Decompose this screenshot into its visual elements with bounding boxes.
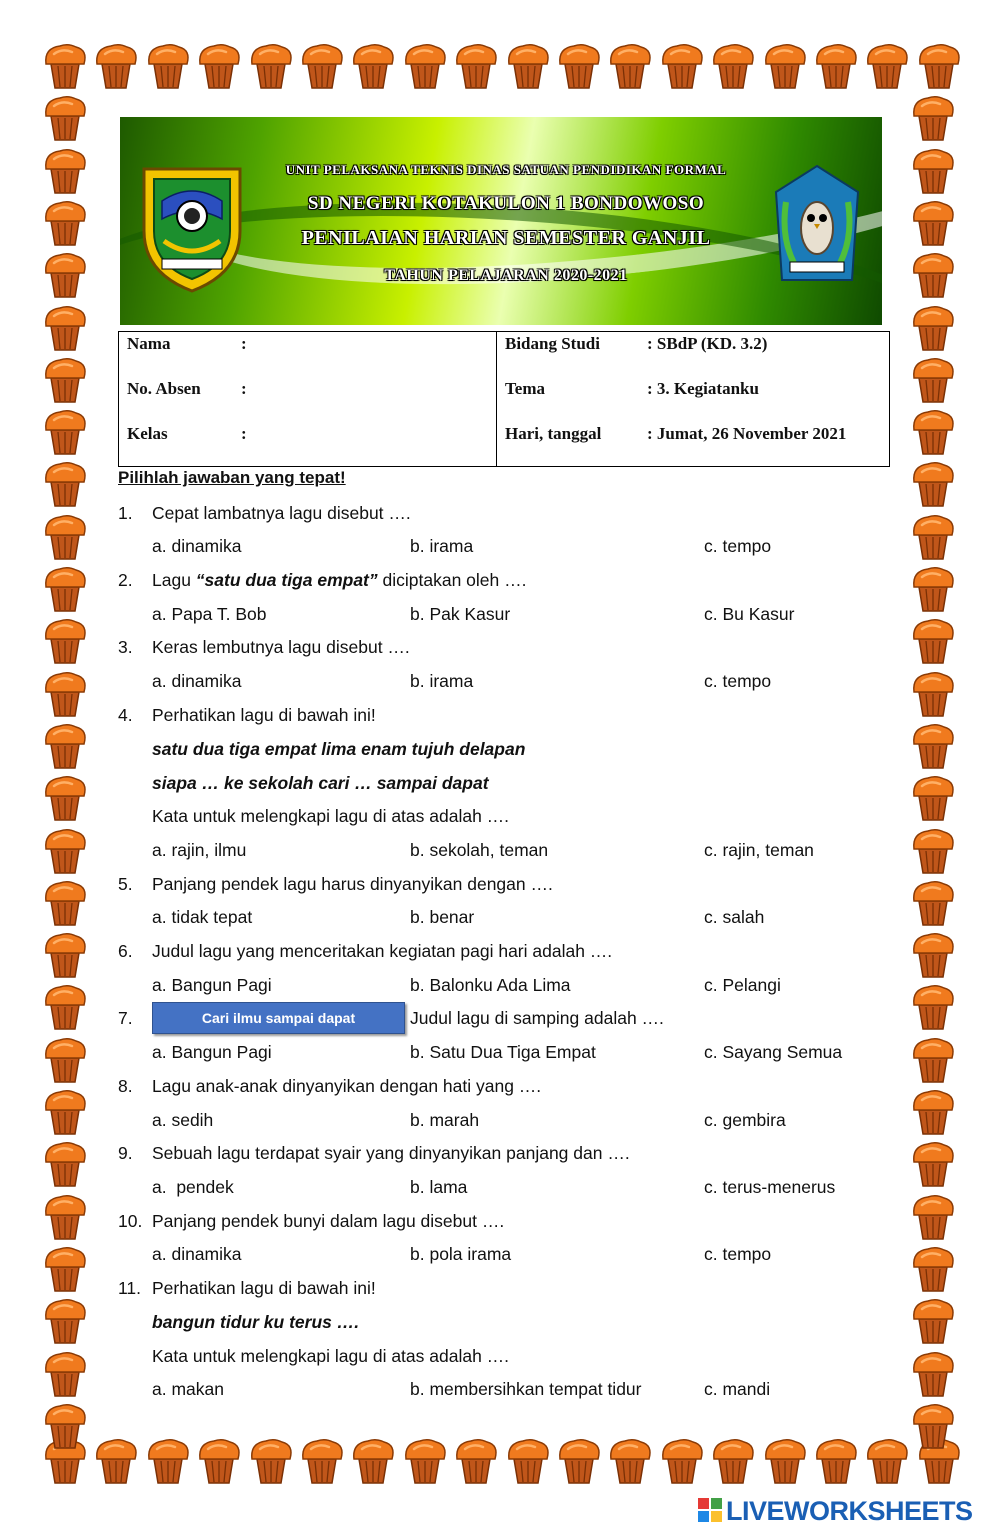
tema-label: Tema (505, 379, 545, 398)
student-info-left (119, 332, 497, 467)
option-c[interactable]: c. rajin, teman (704, 840, 814, 860)
muffin-border-icon (910, 199, 956, 247)
muffin-border-icon (659, 42, 705, 90)
muffin-border-icon (910, 1402, 956, 1450)
question-number: 10. (118, 1211, 143, 1231)
muffin-border-icon (299, 42, 345, 90)
muffin-border-icon (42, 617, 88, 665)
liveworksheets-brand: LIVEWORKSHEETS (726, 1496, 973, 1526)
muffin-border-icon (42, 251, 88, 299)
bidang-value: : SBdP (KD. 3.2) (647, 334, 768, 353)
muffin-border-icon (607, 42, 653, 90)
option-b[interactable]: b. Satu Dua Tiga Empat (410, 1042, 596, 1062)
question-number: 3. (118, 637, 133, 657)
muffin-border-icon (453, 42, 499, 90)
student-info-table (118, 331, 890, 467)
muffin-border-icon (453, 1437, 499, 1485)
muffin-border-icon (42, 1088, 88, 1136)
kelas-label: Kelas (127, 424, 168, 443)
tema-value: : 3. Kegiatanku (647, 379, 759, 398)
muffin-border-icon (42, 199, 88, 247)
muffin-border-icon (910, 983, 956, 1031)
question-prompt: Kata untuk melengkapi lagu di atas adalah …. (152, 1346, 510, 1366)
muffin-border-icon (916, 42, 962, 90)
muffin-border-icon (145, 1437, 191, 1485)
muffin-border-icon (910, 94, 956, 142)
muffin-border-icon (42, 774, 88, 822)
muffin-border-icon (910, 1297, 956, 1345)
option-c[interactable]: c. Sayang Semua (704, 1042, 843, 1062)
muffin-border-icon (762, 42, 808, 90)
muffin-border-icon (402, 42, 448, 90)
nama-colon: : (241, 334, 247, 353)
muffin-border-icon (910, 1245, 956, 1293)
option-b[interactable]: b. membersihkan tempat tidur (410, 1379, 642, 1399)
question-number: 9. (118, 1143, 133, 1163)
question-number: 5. (118, 874, 133, 894)
muffin-border-icon (42, 722, 88, 770)
question-text: Panjang pendek bunyi dalam lagu disebut …. (152, 1211, 505, 1231)
song-lyric-box: Cari ilmu sampai dapat (152, 1002, 405, 1034)
hari-label: Hari, tanggal (505, 424, 602, 443)
muffin-border-icon (42, 1402, 88, 1450)
option-c[interactable]: c. gembira (704, 1110, 786, 1130)
nama-label: Nama (127, 334, 171, 353)
question-text: Judul lagu di samping adalah …. (410, 1008, 664, 1028)
option-c[interactable]: c. tempo (704, 1244, 772, 1264)
muffin-border-icon (42, 460, 88, 508)
muffin-border-icon (505, 42, 551, 90)
muffin-border-icon (42, 879, 88, 927)
option-b[interactable]: b. pola irama (410, 1244, 512, 1264)
option-a[interactable]: a. tidak tepat (152, 907, 253, 927)
muffin-border-icon (607, 1437, 653, 1485)
subject-info-right (497, 332, 890, 467)
header-school-year: TAHUN PELAJARAN 2020-2021 (384, 267, 628, 284)
muffin-border-icon (42, 94, 88, 142)
muffin-border-icon (42, 1036, 88, 1084)
muffin-border-icon (762, 1437, 808, 1485)
muffin-border-icon (910, 670, 956, 718)
kelas-colon: : (241, 424, 247, 443)
absen-label: No. Absen (127, 379, 201, 398)
option-b[interactable]: b. Pak Kasur (410, 604, 511, 624)
question-number: 7. (118, 1008, 133, 1028)
question-number: 8. (118, 1076, 133, 1096)
option-a[interactable]: a. dinamika (152, 1244, 242, 1264)
muffin-border-icon (910, 460, 956, 508)
question-text: Lagu anak-anak dinyanyikan dengan hati yang …. (152, 1076, 542, 1096)
muffin-border-icon (910, 722, 956, 770)
muffin-border-icon (813, 42, 859, 90)
muffin-border-icon (42, 565, 88, 613)
muffin-border-icon (864, 42, 910, 90)
option-b[interactable]: b. lama (410, 1177, 468, 1197)
hari-value: : Jumat, 26 November 2021 (647, 424, 847, 443)
muffin-border-icon (196, 42, 242, 90)
muffin-border-icon (910, 1036, 956, 1084)
muffin-border-icon (910, 513, 956, 561)
option-a[interactable]: a. rajin, ilmu (152, 840, 247, 860)
question-number: 2. (118, 570, 133, 590)
song-lyric-line: satu dua tiga empat lima enam tujuh delapan (152, 739, 526, 759)
muffin-border-icon (910, 931, 956, 979)
question-text: Sebuah lagu terdapat syair yang dinyanyikan panjang dan …. (152, 1143, 630, 1163)
muffin-border-icon (659, 1437, 705, 1485)
option-a[interactable]: a. makan (152, 1379, 224, 1399)
muffin-border-icon (93, 1437, 139, 1485)
option-b[interactable]: b. irama (410, 671, 474, 691)
option-b[interactable]: b. sekolah, teman (410, 840, 549, 860)
muffin-border-icon (42, 42, 88, 90)
muffin-border-icon (910, 251, 956, 299)
header-school-name: SD NEGERI KOTAKULON 1 BONDOWOSO (307, 193, 705, 214)
muffin-border-icon (556, 42, 602, 90)
muffin-border-icon (42, 827, 88, 875)
option-a[interactable]: a. pendek (152, 1177, 234, 1197)
muffin-border-icon (910, 1088, 956, 1136)
muffin-border-icon (42, 1350, 88, 1398)
question-text: Perhatikan lagu di bawah ini! (152, 1278, 376, 1298)
question-text: Keras lembutnya lagu disebut …. (152, 637, 410, 657)
muffin-border-icon (42, 513, 88, 561)
option-a[interactable]: a. sedih (152, 1110, 214, 1130)
muffin-border-icon (402, 1437, 448, 1485)
absen-colon: : (241, 379, 247, 398)
muffin-border-icon (42, 356, 88, 404)
option-b[interactable]: b. marah (410, 1110, 480, 1130)
option-a[interactable]: a. Bangun Pagi (152, 975, 272, 995)
instruction: Pilihlah jawaban yang tepat! (118, 468, 346, 487)
option-a[interactable]: a. dinamika (152, 536, 242, 556)
muffin-border-icon (813, 1437, 859, 1485)
bondowoso-emblem-icon (134, 161, 250, 295)
option-c[interactable]: c. Bu Kasur (704, 604, 795, 624)
muffin-border-icon (710, 1437, 756, 1485)
muffin-border-icon (145, 42, 191, 90)
song-title-emphasis: “satu dua tiga empat” (195, 570, 378, 590)
muffin-border-icon (710, 42, 756, 90)
question-number: 6. (118, 941, 133, 961)
question-number: 1. (118, 503, 133, 523)
muffin-border-icon (910, 408, 956, 456)
option-b[interactable]: b. Balonku Ada Lima (410, 975, 571, 995)
muffin-border-icon (42, 1193, 88, 1241)
muffin-border-icon (910, 827, 956, 875)
muffin-border-icon (910, 617, 956, 665)
question-text: Judul lagu yang menceritakan kegiatan pagi hari adalah …. (152, 941, 613, 961)
muffin-border-icon (910, 1193, 956, 1241)
school-owl-emblem-icon (772, 162, 862, 290)
liveworksheets-logo-icon (697, 1497, 723, 1523)
header-line-unit: UNIT PELAKSANA TEKNIS DINAS SATUAN PENDIDIKAN FORMAL (285, 162, 727, 177)
muffin-border-icon (910, 356, 956, 404)
option-a[interactable]: a. Bangun Pagi (152, 1042, 272, 1062)
muffin-border-icon (910, 147, 956, 195)
muffin-border-icon (42, 1140, 88, 1188)
option-c[interactable]: c. tempo (704, 671, 772, 691)
muffin-border-icon (350, 42, 396, 90)
option-b[interactable]: b. benar (410, 907, 475, 927)
muffin-border-icon (42, 147, 88, 195)
muffin-border-icon (910, 1350, 956, 1398)
muffin-border-icon (248, 42, 294, 90)
option-c[interactable]: c. terus-menerus (704, 1177, 836, 1197)
question-text-pre: Lagu (152, 570, 196, 590)
question-text-post: diciptakan oleh …. (377, 570, 527, 590)
option-c[interactable]: c. salah (704, 907, 765, 927)
muffin-border-icon (350, 1437, 396, 1485)
muffin-border-icon (910, 1140, 956, 1188)
option-a[interactable]: a. dinamika (152, 671, 242, 691)
question-text: Perhatikan lagu di bawah ini! (152, 705, 376, 725)
question-text: Cepat lambatnya lagu disebut …. (152, 503, 411, 523)
option-c[interactable]: c. Pelangi (704, 975, 781, 995)
question-text (152, 570, 526, 591)
option-b[interactable]: b. irama (410, 536, 474, 556)
song-lyric-line: siapa … ke sekolah cari … sampai dapat (152, 773, 489, 793)
muffin-border-icon (196, 1437, 242, 1485)
muffin-border-icon (42, 1245, 88, 1293)
header-exam-title: PENILAIAN HARIAN SEMESTER GANJIL (301, 227, 711, 249)
muffin-border-icon (505, 1437, 551, 1485)
muffin-border-icon (42, 304, 88, 352)
muffin-border-icon (299, 1437, 345, 1485)
question-prompt: Kata untuk melengkapi lagu di atas adalah …. (152, 806, 510, 826)
song-lyric-line: bangun tidur ku terus …. (152, 1312, 360, 1332)
muffin-border-icon (910, 879, 956, 927)
muffin-border-icon (42, 983, 88, 1031)
option-c[interactable]: c. tempo (704, 536, 772, 556)
muffin-border-icon (556, 1437, 602, 1485)
muffin-border-icon (910, 565, 956, 613)
question-number: 11. (118, 1278, 142, 1298)
question-number: 4. (118, 705, 133, 725)
muffin-border-icon (42, 931, 88, 979)
muffin-border-icon (42, 1297, 88, 1345)
option-c[interactable]: c. mandi (704, 1379, 771, 1399)
muffin-border-icon (910, 774, 956, 822)
muffin-border-icon (248, 1437, 294, 1485)
muffin-border-icon (42, 408, 88, 456)
muffin-border-icon (864, 1437, 910, 1485)
option-a[interactable]: a. Papa T. Bob (152, 604, 267, 624)
muffin-border-icon (42, 670, 88, 718)
bidang-label: Bidang Studi (505, 334, 600, 353)
question-text: Panjang pendek lagu harus dinyanyikan dengan …. (152, 874, 553, 894)
muffin-border-icon (93, 42, 139, 90)
muffin-border-icon (910, 304, 956, 352)
school-header-banner (120, 117, 882, 325)
